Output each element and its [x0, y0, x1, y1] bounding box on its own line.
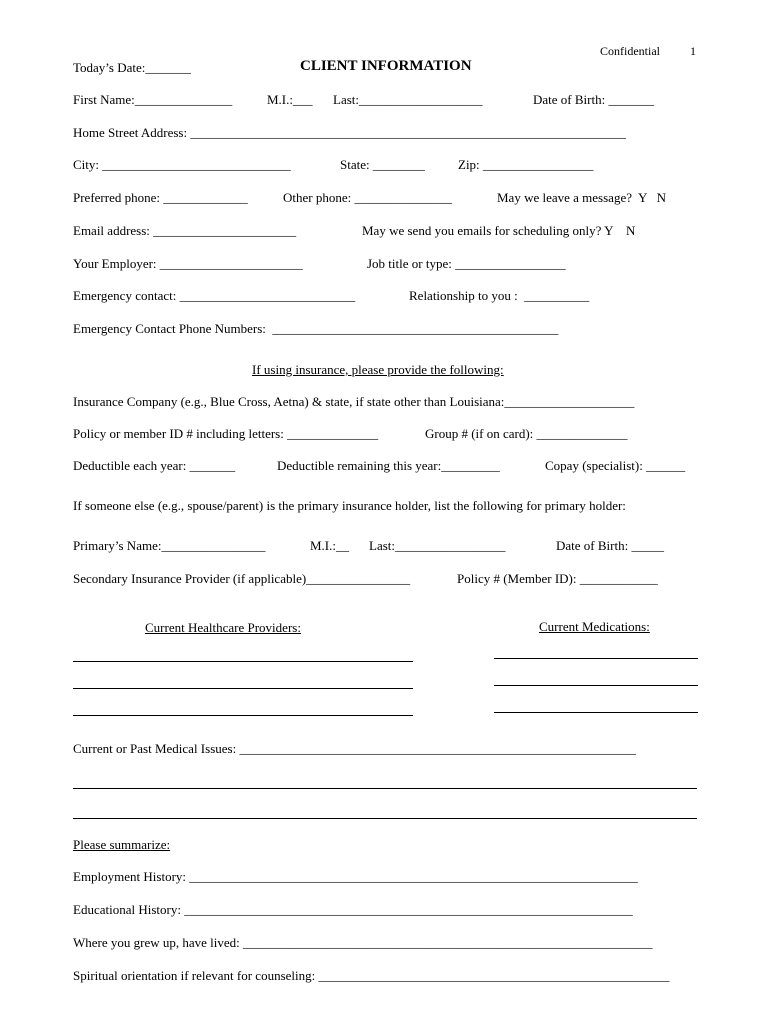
medication-line-3[interactable]	[494, 712, 698, 713]
medical-issues-line-1[interactable]	[73, 788, 697, 789]
home-address-field[interactable]: Home Street Address: ___________________________________________________________________	[73, 125, 626, 140]
deductible-remaining-field[interactable]: Deductible remaining this year:_________	[277, 458, 500, 473]
last-name-field[interactable]: Last:___________________	[333, 92, 483, 107]
grew-up-field[interactable]: Where you grew up, have lived: _______________________________________________________________	[73, 935, 653, 950]
send-emails-question[interactable]: May we send you emails for scheduling only? Y N	[362, 223, 636, 238]
primary-dob-field[interactable]: Date of Birth: _____	[556, 538, 664, 553]
insurance-company-field[interactable]: Insurance Company (e.g., Blue Cross, Aetna) & state, if state other than Louisiana:____________________	[73, 394, 635, 409]
state-field[interactable]: State: ________	[340, 157, 425, 172]
city-field[interactable]: City: _____________________________	[73, 157, 291, 172]
secondary-insurance-field[interactable]: Secondary Insurance Provider (if applicable)________________	[73, 571, 411, 586]
date-of-birth-field[interactable]: Date of Birth: _______	[533, 92, 654, 107]
group-number-field[interactable]: Group # (if on card): ______________	[425, 426, 628, 441]
secondary-policy-field[interactable]: Policy # (Member ID): ____________	[457, 571, 658, 586]
job-title-field[interactable]: Job title or type: _________________	[367, 256, 566, 271]
medication-line-1[interactable]	[494, 658, 698, 659]
provider-line-2[interactable]	[73, 688, 413, 689]
employment-history-field[interactable]: Employment History: _____________________________________________________________________	[73, 869, 638, 884]
primary-name-field[interactable]: Primary’s Name:________________	[73, 538, 266, 553]
provider-line-1[interactable]	[73, 661, 413, 662]
medications-heading: Current Medications:	[539, 619, 650, 634]
primary-last-field[interactable]: Last:_________________	[369, 538, 506, 553]
emergency-contact-field[interactable]: Emergency contact: ___________________________	[73, 288, 356, 303]
leave-message-question[interactable]: May we leave a message? Y N	[497, 190, 667, 205]
zip-field[interactable]: Zip: _________________	[458, 157, 594, 172]
healthcare-providers-heading: Current Healthcare Providers:	[145, 620, 301, 635]
emergency-phone-field[interactable]: Emergency Contact Phone Numbers: ____________________________________________	[73, 321, 559, 336]
other-phone-field[interactable]: Other phone: _______________	[283, 190, 452, 205]
confidential-label: Confidential	[600, 44, 660, 58]
medical-issues-line-2[interactable]	[73, 818, 697, 819]
copay-field[interactable]: Copay (specialist): ______	[545, 458, 686, 473]
medication-line-2[interactable]	[494, 685, 698, 686]
medical-issues-field[interactable]: Current or Past Medical Issues: _____________________________________________________________	[73, 741, 636, 756]
primary-mi-field[interactable]: M.I.:__	[310, 538, 349, 553]
middle-initial-field[interactable]: M.I.:___	[267, 92, 313, 107]
todays-date-field[interactable]: Today’s Date:_______	[73, 60, 191, 75]
deductible-year-field[interactable]: Deductible each year: _______	[73, 458, 236, 473]
page-number: 1	[690, 44, 696, 58]
primary-holder-instruction: If someone else (e.g., spouse/parent) is the primary insurance holder, list the following for primary holder:	[73, 498, 626, 513]
employer-field[interactable]: Your Employer: ______________________	[73, 256, 303, 271]
first-name-field[interactable]: First Name:_______________	[73, 92, 233, 107]
policy-id-field[interactable]: Policy or member ID # including letters: ______________	[73, 426, 379, 441]
insurance-heading: If using insurance, please provide the following:	[252, 362, 504, 377]
preferred-phone-field[interactable]: Preferred phone: _____________	[73, 190, 248, 205]
summarize-heading: Please summarize:	[73, 837, 171, 852]
page-title: CLIENT INFORMATION	[300, 58, 472, 74]
spiritual-orientation-field[interactable]: Spiritual orientation if relevant for counseling: ______________________________________________________	[73, 968, 670, 983]
educational-history-field[interactable]: Educational History: _____________________________________________________________________	[73, 902, 633, 917]
relationship-field[interactable]: Relationship to you : __________	[409, 288, 590, 303]
provider-line-3[interactable]	[73, 715, 413, 716]
email-field[interactable]: Email address: ______________________	[73, 223, 297, 238]
